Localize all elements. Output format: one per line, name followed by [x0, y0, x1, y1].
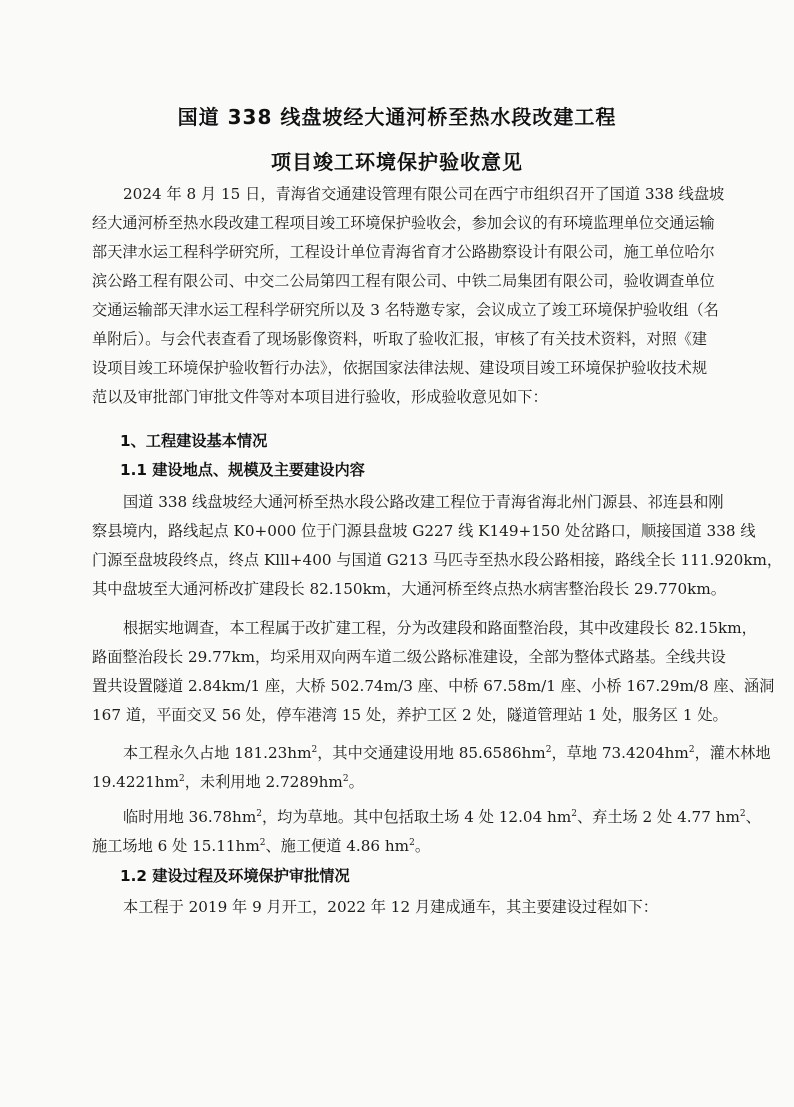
- scale-paragraph: [92, 614, 775, 730]
- paragraph-line: 本工程于 2019 年 9 月开工，2022 年 12 月建成通车，其主要建设过程如下：: [123, 898, 658, 916]
- construction-process-paragraph: [92, 893, 707, 922]
- paragraph-line: 本工程永久占地 $181.23hm^2$，其中交通建设用地 $85.6586hm^2$，草地 $73.4204hm^2$，灌木林地: [123, 744, 771, 762]
- intro-line: 2024 年 8 月 15 日，青海省交通建设管理有限公司在西宁市组织召开了国道 338 线盘坡: [123, 185, 725, 203]
- section-heading-1-2: 1.2 建设过程及环境保护审批情况: [120, 867, 350, 885]
- location-paragraph: [92, 488, 783, 604]
- section-heading-1-1: 1.1 建设地点、规模及主要建设内容: [120, 461, 365, 479]
- intro-line: 经大通河桥至热水段改建工程项目竣工环境保护验收会，参加会议的有环境监理单位交通运输: [92, 214, 715, 232]
- paragraph-line: 察县境内，路线起点 K0+000 位于门源县盘坡 G227 线 K149+150 处岔路口，顺接国道 338 线: [92, 522, 756, 540]
- paragraph-line: 其中盘坡至大通河桥改扩建段长 82.150km，大通河桥至终点热水病害整治段长 29.770km。: [92, 580, 726, 598]
- intro-line: 设项目竣工环境保护验收暂行办法》，依据国家法律法规、建设项目竣工环境保护验收技术规: [92, 359, 708, 377]
- intro-line: 部天津水运工程科学研究所，工程设计单位青海省育才公路勘察设计有限公司，施工单位哈尔: [92, 243, 715, 261]
- intro-line: 范以及审批部门审批文件等对本项目进行验收，形成验收意见如下：: [92, 388, 548, 406]
- intro-line: 滨公路工程有限公司、中交二公局第四工程有限公司、中铁二局集团有限公司，验收调查单位: [92, 272, 715, 290]
- intro-paragraph: [92, 180, 725, 412]
- section-heading-1: 1、工程建设基本情况: [120, 432, 268, 450]
- paragraph-line: $19.4221hm^2$，未利用地 $2.7289hm^2$。: [92, 773, 364, 791]
- paragraph-line: 国道 338 线盘坡经大通河桥至热水段公路改建工程位于青海省海北州门源县、祁连县和刚: [123, 493, 724, 511]
- paragraph-line: 临时用地 $36.78hm^2$，均为草地。其中包括取土场 4 处 12.04 $hm^2$、弃土场 2 处 4.77 $hm^2$、: [123, 808, 761, 826]
- paragraph-line: 置共设置隧道 2.84km/1 座，大桥 502.74m/3 座、中桥 67.58m/1 座、小桥 167.29m/8 座、涵洞: [92, 677, 775, 695]
- paragraph-line: 门源至盘坡段终点，终点 Klll+400 与国道 G213 马匹寺至热水段公路相接，路线全长 111.920km，: [92, 551, 783, 569]
- intro-line: 单附后）。与会代表查看了现场影像资料，听取了验收汇报，审核了有关技术资料，对照《建: [92, 330, 708, 348]
- document-title-line2: 项目竣工环境保护验收意见: [271, 150, 523, 174]
- paragraph-line: 167 道，平面交叉 56 处，停车港湾 15 处，养护工区 2 处，隧道管理站 1 处，服务区 1 处。: [92, 706, 728, 724]
- permanent-land-paragraph: [92, 739, 771, 797]
- document-title-line1: 国道 338 线盘坡经大通河桥至热水段改建工程: [177, 105, 617, 129]
- paragraph-line: 施工场地 6 处 $15.11hm^2$、施工便道 4.86 $hm^2$。: [92, 837, 430, 855]
- temporary-land-paragraph: [92, 803, 761, 861]
- paragraph-line: 根据实地调查，本工程属于改扩建工程，分为改建段和路面整治段，其中改建段长 82.15km，: [123, 619, 757, 637]
- intro-line: 交通运输部天津水运工程科学研究所以及 3 名特邀专家，会议成立了竣工环境保护验收组（名: [92, 301, 719, 319]
- paragraph-line: 路面整治段长 29.77km，均采用双向两车道二级公路标准建设，全部为整体式路基。全线共设: [92, 648, 726, 666]
